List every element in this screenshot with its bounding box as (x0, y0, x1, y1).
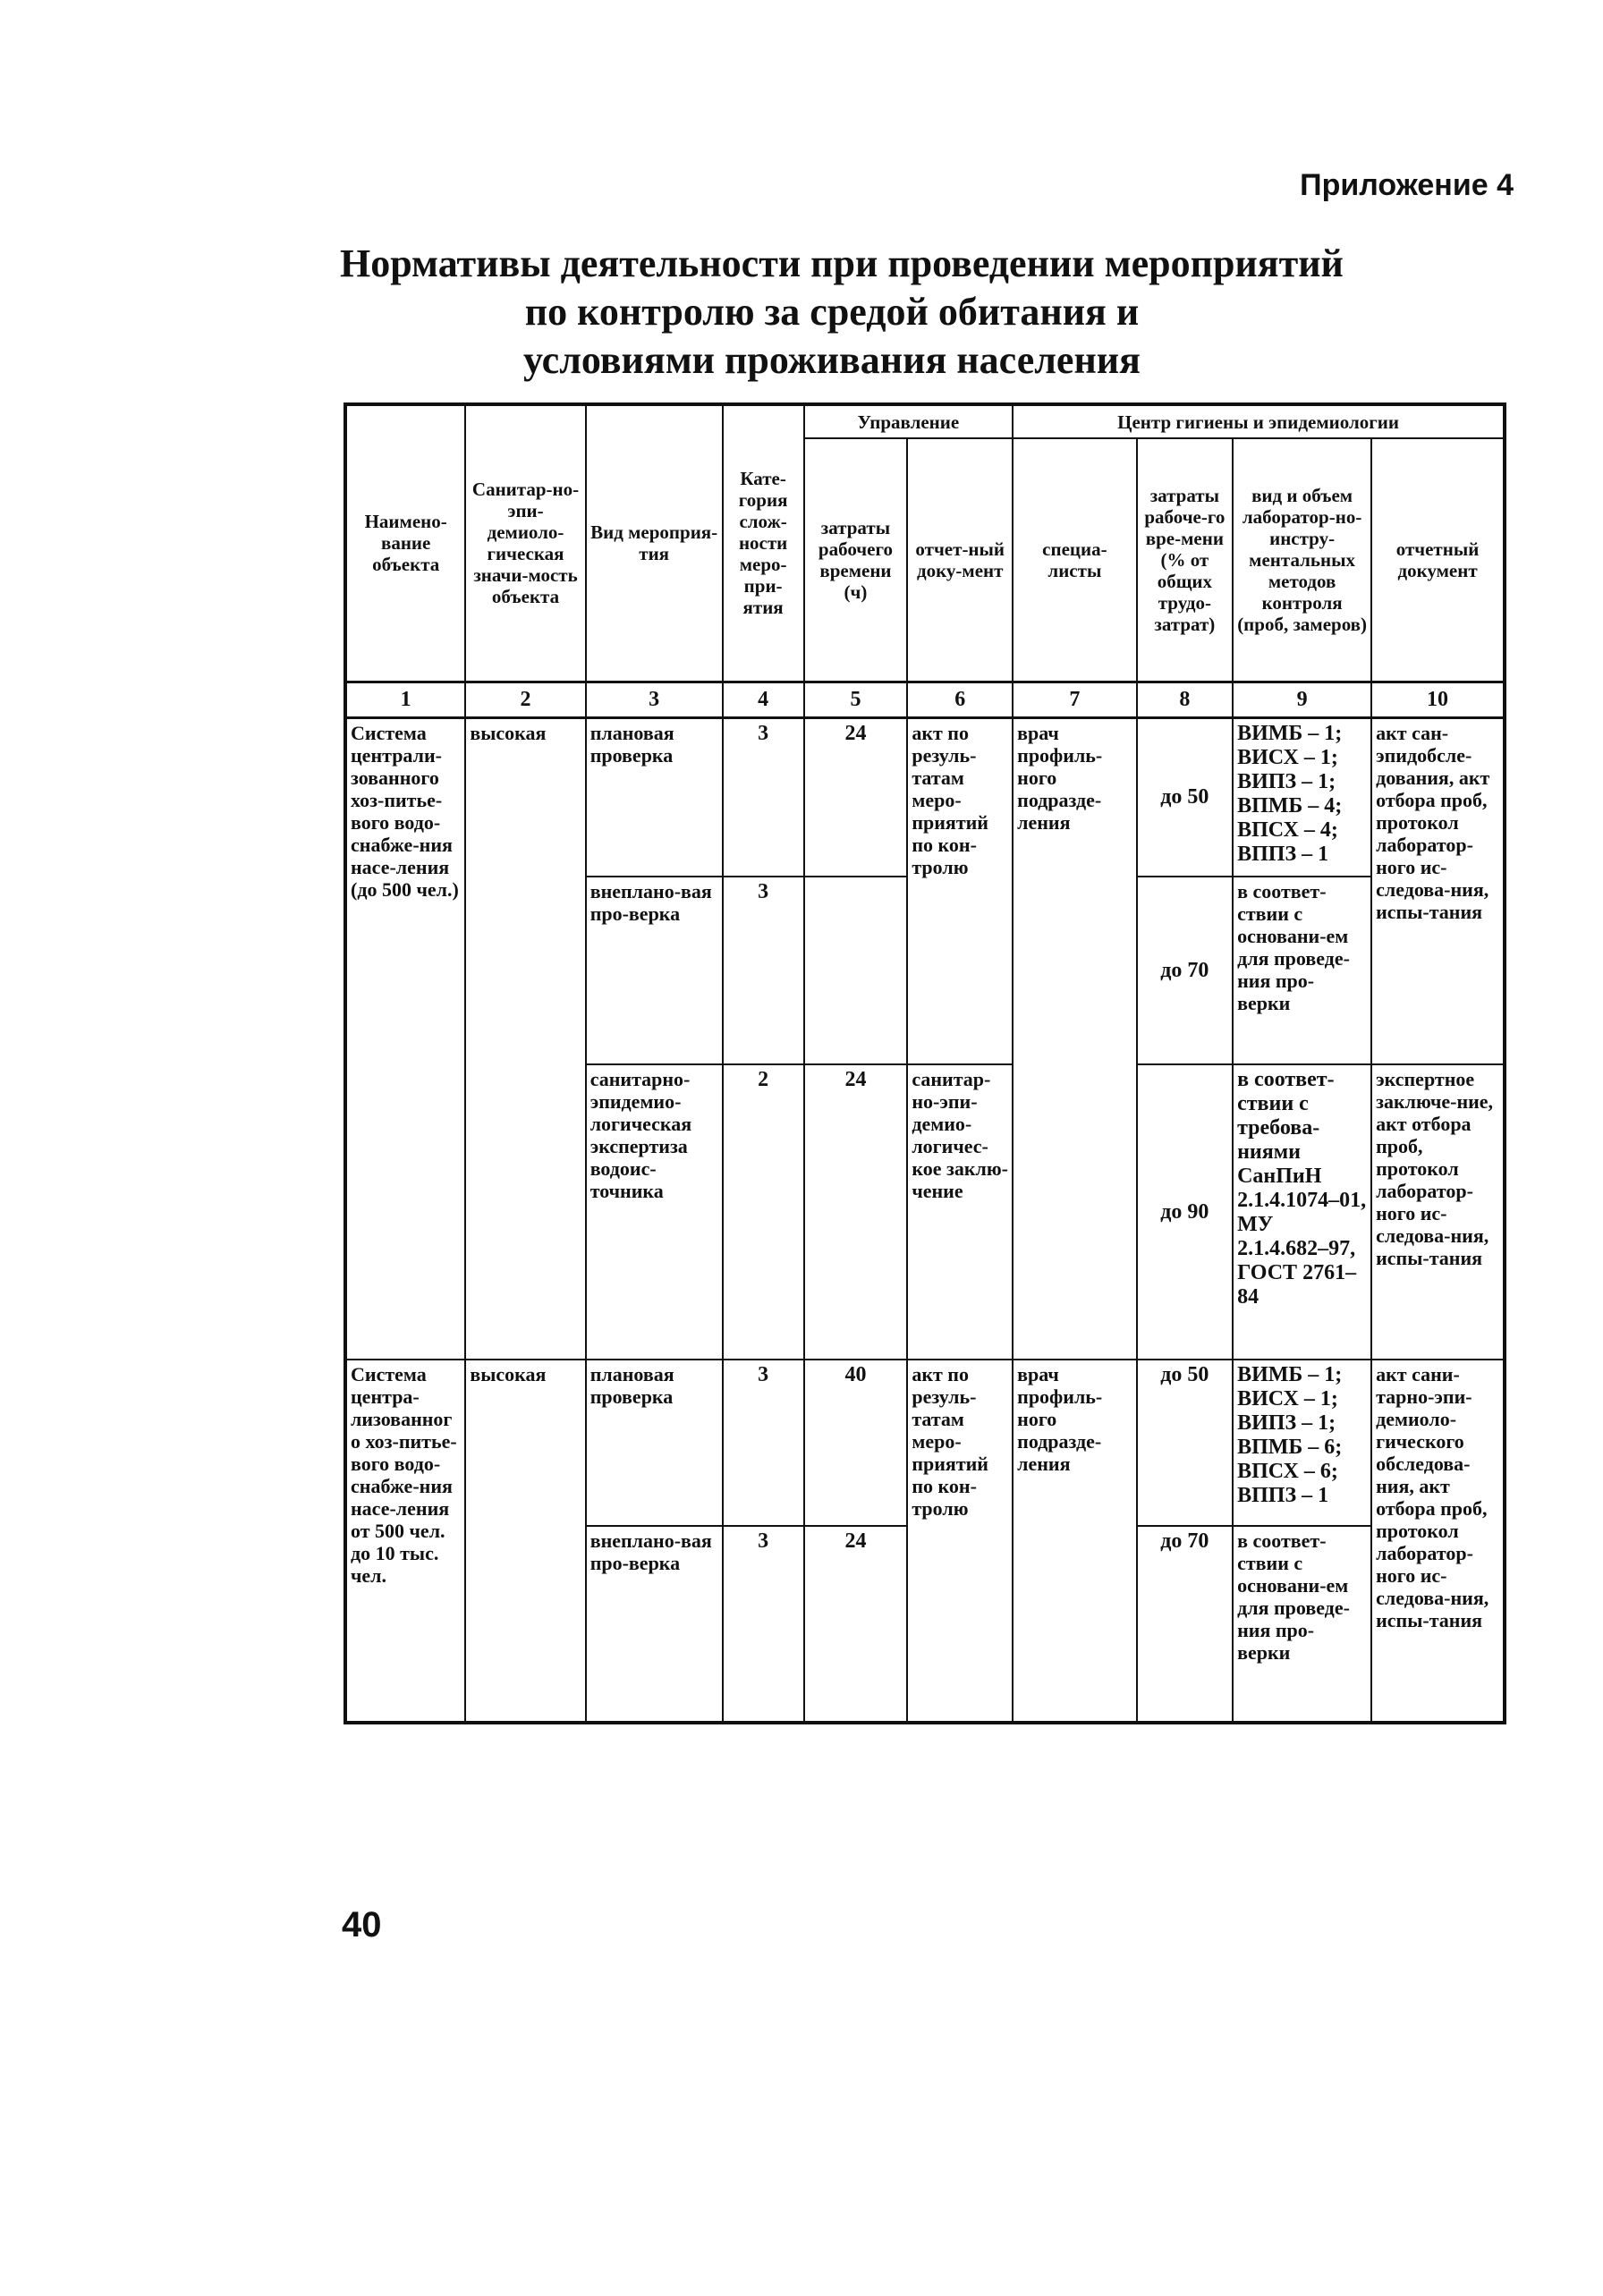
column-number: 3 (586, 682, 723, 717)
column-number: 2 (465, 682, 585, 717)
cell-labor: до 50 (1137, 1360, 1233, 1526)
header-report-doc: отчет-ный доку-мент (907, 438, 1013, 682)
cell-category: 3 (723, 1526, 804, 1723)
header-category: Кате-гория слож-ности меро-при-ятия (723, 404, 804, 682)
cell-methods: ВИМБ – 1; ВИСХ – 1; ВИПЗ – 1; ВПМБ – 6; ВПСХ – 6; ВППЗ – 1 (1233, 1360, 1371, 1526)
cell-center-report: акт сани-тарно-эпи-демиоло-гического обследова-ния, акт отбора проб, протокол лаборатор-ного ис-следова-ния, испы-тания (1371, 1360, 1505, 1723)
cell-object: Система центра-лизованного хоз-питье-вого водо-снабже-ния насе-ления от 500 чел. до 10 тыс. чел. (345, 1360, 465, 1723)
cell-labor: до 90 (1137, 1064, 1233, 1360)
cell-activity: санитарно-эпидемио-логическая экспертиза водоис-точника (586, 1064, 723, 1360)
column-number: 7 (1013, 682, 1136, 717)
column-number: 9 (1233, 682, 1371, 717)
cell-methods: в соответ-ствии с основани-ем для проведе-ния про-верки (1233, 877, 1371, 1064)
header-specialists: специа-листы (1013, 438, 1136, 682)
cell-mgmt-report: акт по резуль-татам меро-приятий по кон-тролю (907, 1360, 1013, 1723)
cell-category: 3 (723, 717, 804, 877)
cell-category: 2 (723, 1064, 804, 1360)
cell-activity: плановая проверка (586, 1360, 723, 1526)
cell-category: 3 (723, 1360, 804, 1526)
cell-specialists: врач профиль-ного подразде-ления (1013, 717, 1136, 1360)
cell-labor: до 70 (1137, 877, 1233, 1064)
column-number: 1 (345, 682, 465, 717)
cell-labor: до 50 (1137, 717, 1233, 877)
cell-methods: ВИМБ – 1; ВИСХ – 1; ВИПЗ – 1; ВПМБ – 4; ВПСХ – 4; ВППЗ – 1 (1233, 717, 1371, 877)
cell-activity: внеплано-вая про-верка (586, 1526, 723, 1723)
cell-mgmt-report: санитар-но-эпи-демио-логичес-кое заклю-чение (907, 1064, 1013, 1360)
cell-mgmt-report: акт по резуль-татам меро-приятий по кон-тролю (907, 717, 1013, 1064)
norms-table (344, 402, 1506, 1724)
cell-methods: в соответ-ствии с основани-ем для проведе-ния про-верки (1233, 1526, 1371, 1723)
cell-significance: высокая (465, 717, 585, 1360)
cell-labor: до 70 (1137, 1526, 1233, 1723)
title-line-1: Нормативы деятельности при проведении мероприятий (340, 241, 1344, 285)
cell-time: 24 (804, 1526, 908, 1723)
header-activity-type: Вид мероприя-тия (586, 404, 723, 682)
cell-methods: в соответ-ствии с требова-ниями СанПиН 2.1.4.1074–01, МУ 2.1.4.682–97, ГОСТ 2761–84 (1233, 1064, 1371, 1360)
table-row (345, 717, 1505, 877)
cell-center-report: акт сан-эпидобсле-дования, акт отбора проб, протокол лаборатор-ного ис-следова-ния, испы-тания (1371, 717, 1505, 1064)
header-time-cost: затраты рабочего времени (ч) (804, 438, 908, 682)
column-number: 5 (804, 682, 908, 717)
header-group-center: Центр гигиены и эпидемиологии (1013, 404, 1505, 438)
cell-center-report: экспертное заключе-ние, акт отбора проб, протокол лаборатор-ного ис-следова-ния, испы-тания (1371, 1064, 1505, 1360)
title-line-2: по контролю за средой обитания и (524, 290, 1140, 334)
column-number: 10 (1371, 682, 1505, 717)
header-lab-methods: вид и объем лаборатор-но-инстру-ментальных методов контроля (проб, замеров) (1233, 438, 1371, 682)
table-row (345, 1360, 1505, 1526)
cell-activity: внеплано-вая про-верка (586, 877, 723, 1064)
cell-time: 24 (804, 717, 908, 877)
column-number: 6 (907, 682, 1013, 717)
cell-specialists: врач профиль-ного подразде-ления (1013, 1360, 1136, 1723)
title-line-3: условиями проживания населения (523, 338, 1141, 382)
cell-object: Система централи-зованного хоз-питье-вого водо-снабже-ния насе-ления (до 500 чел.) (345, 717, 465, 1360)
column-number: 8 (1137, 682, 1233, 717)
cell-significance: высокая (465, 1360, 585, 1723)
cell-category: 3 (723, 877, 804, 1064)
header-center-report: отчетный документ (1371, 438, 1505, 682)
cell-time: 24 (804, 1064, 908, 1360)
header-object-name: Наимено-вание объекта (345, 404, 465, 682)
header-labor-share: затраты рабоче-го вре-мени (% от общих трудо-затрат) (1137, 438, 1233, 682)
header-group-management: Управление (804, 404, 1014, 438)
page-number: 40 (342, 1905, 382, 1944)
column-number: 4 (723, 682, 804, 717)
header-significance: Санитар-но-эпи-демиоло-гическая значи-мость объекта (465, 404, 585, 682)
cell-time: 40 (804, 1360, 908, 1526)
cell-time (804, 877, 908, 1064)
document-title (340, 240, 1344, 385)
appendix-label: Приложение 4 (1300, 168, 1514, 202)
cell-activity: плановая проверка (586, 717, 723, 877)
